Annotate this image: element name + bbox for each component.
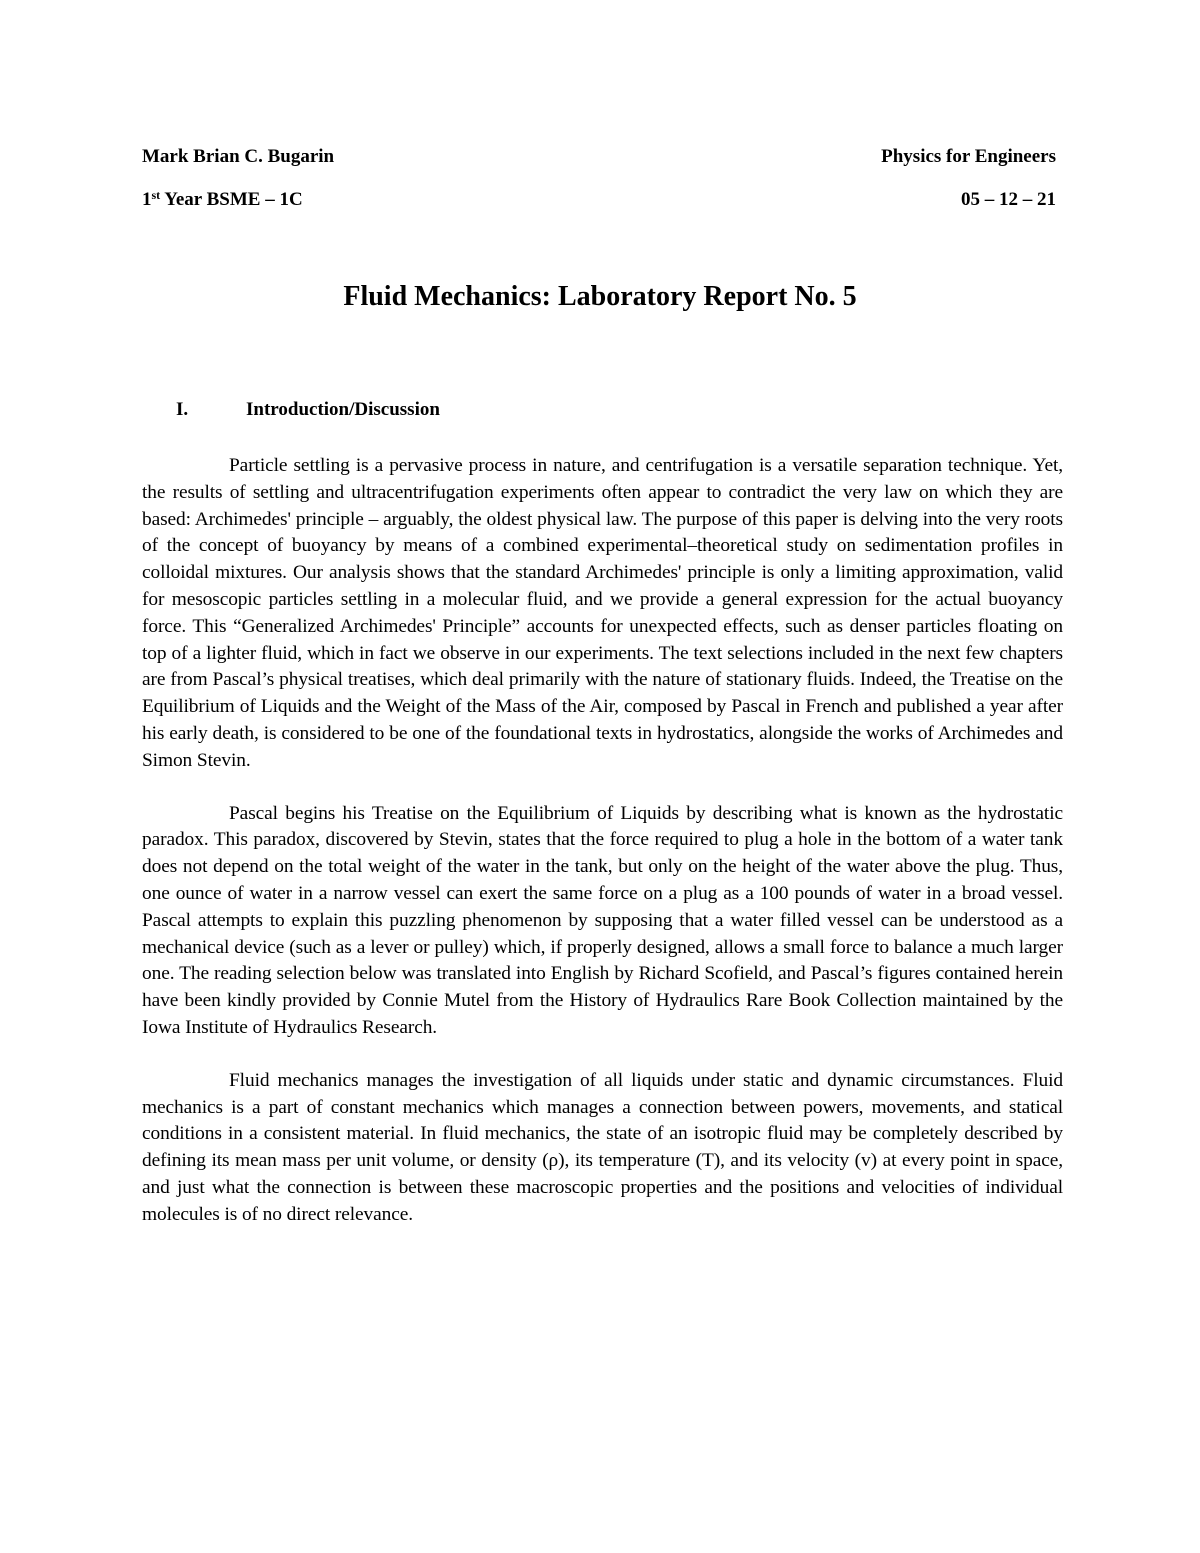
author-name: Mark Brian C. Bugarin xyxy=(142,146,335,167)
paragraph: Fluid mechanics manages the investigation of all liquids under static and dynamic circumstances. Fluid mechanics is a part of constant mechanics which manages a connection between powers, movements, and statical conditions in a consistent material. In fluid mechanics, the state of an isotropic fluid may be completely described by defining its mean mass per unit volume, or density (ρ), its temperature (T), and its velocity (v) at every point in space, and just what the connection is between these macroscopic properties and the positions and velocities of individual molecules is of no direct relevance. xyxy=(142,1069,1063,1225)
paragraph: Particle settling is a pervasive process in nature, and centrifugation is a versatile separation technique. Yet, the results of settling and ultracentrifugation experiments often appear to contradict the very law on which they are based: Archimedes' principle – arguably, the oldest physical law. The purpose of this paper is delving into the very roots of the concept of buoyancy by means of a combined experimental–theoretical study on sedimentation profiles in colloidal mixtures. Our analysis shows that the standard Archimedes' principle is only a limiting approximation, valid for mesoscopic particles settling in a molecular fluid, and we provide a general expression for the actual buoyancy force. This “Generalized Archimedes' Principle” accounts for unexpected effects, such as denser particles floating on top of a lighter fluid, which in fact we observe in our experiments. The text selections included in the next few chapters are from Pascal’s physical treatises, which deal primarily with the nature of stationary fluids. Indeed, the Treatise on the Equilibrium of Liquids and the Weight of the Mass of the Air, composed by Pascal in French and published a year after his early death, is considered to be one of the foundational texts in hydrostatics, alongside the works of Archimedes and Simon Stevin. xyxy=(142,455,1063,771)
year-number: 1 xyxy=(142,189,152,210)
section-heading xyxy=(176,398,440,422)
year-program: Year BSME – 1C xyxy=(160,189,303,210)
header-row-bottom xyxy=(142,188,1056,212)
paragraph: Pascal begins his Treatise on the Equilibrium of Liquids by describing what is known as the hydrostatic paradox. This paradox, discovered by Stevin, states that the force required to plug a hole in the bottom of a water tank does not depend on the total weight of the water in the tank, but only on the height of the water above the plug. Thus, one ounce of water in a narrow vessel can exert the same force on a plug as a 100 pounds of water in a broad vessel. Pascal attempts to explain this puzzling phenomenon by supposing that a water filled vessel can be understood as a mechanical device (such as a lever or pulley) which, if properly designed, allows a small force to balance a much larger one. The reading selection below was translated into English by Richard Scofield, and Pascal’s figures contained herein have been kindly provided by Connie Mutel from the History of Hydraulics Rare Book Collection maintained by the Iowa Institute of Hydraulics Research. xyxy=(142,802,1063,1038)
body-text xyxy=(142,453,1063,1255)
header-row-top xyxy=(142,145,1056,169)
year-ordinal-suffix: st xyxy=(151,188,161,202)
year-section xyxy=(142,188,303,212)
section-number: I. xyxy=(176,399,189,420)
report-date: 05 – 12 – 21 xyxy=(961,189,1056,210)
page-title: Fluid Mechanics: Laboratory Report No. 5 xyxy=(343,281,857,312)
section-title: Introduction/Discussion xyxy=(246,399,440,420)
course-name: Physics for Engineers xyxy=(881,146,1056,167)
